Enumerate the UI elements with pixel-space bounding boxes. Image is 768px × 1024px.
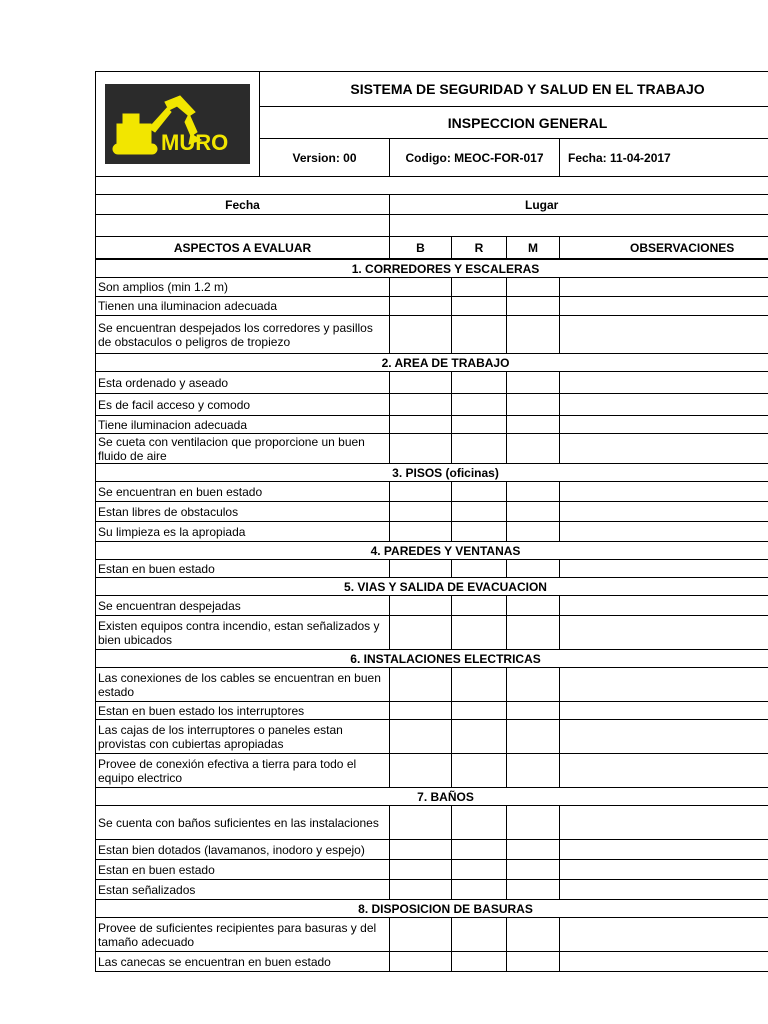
b-cell[interactable] [390,616,452,650]
observaciones-cell[interactable] [560,434,768,464]
section-row [96,464,768,482]
b-cell[interactable] [390,434,452,464]
b-cell[interactable] [390,806,452,840]
b-cell[interactable] [390,502,452,522]
lugar-label: Lugar [390,195,768,215]
checklist-item: Esta ordenado y aseado [96,372,390,394]
b-cell[interactable] [390,560,452,578]
m-cell[interactable] [507,880,560,900]
r-cell[interactable] [452,522,507,542]
checklist-item: Tienen una iluminacion adecuada [96,297,390,316]
checklist-row [96,616,768,650]
r-cell[interactable] [452,278,507,297]
m-cell[interactable] [507,860,560,880]
section-title: 1. CORREDORES Y ESCALERAS [96,260,768,278]
observaciones-cell[interactable] [560,860,768,880]
r-cell[interactable] [452,806,507,840]
m-cell[interactable] [507,482,560,502]
b-cell[interactable] [390,522,452,542]
m-cell[interactable] [507,806,560,840]
m-cell[interactable] [507,702,560,720]
logo-cell [96,72,260,177]
col-m: M [507,237,560,259]
observaciones-cell[interactable] [560,316,768,354]
excavator-icon [105,84,250,164]
checklist-row [96,918,768,952]
r-cell[interactable] [452,394,507,416]
r-cell[interactable] [452,297,507,316]
checklist-item: Estan señalizados [96,880,390,900]
section-title: 3. PISOS (oficinas) [96,464,768,482]
observaciones-cell[interactable] [560,806,768,840]
section-title: 5. VIAS Y SALIDA DE EVACUACION [96,578,768,596]
checklist-row [96,860,768,880]
observaciones-cell[interactable] [560,278,768,297]
checklist-item: Es de facil acceso y comodo [96,394,390,416]
b-cell[interactable] [390,668,452,702]
observaciones-cell[interactable] [560,754,768,788]
m-cell[interactable] [507,616,560,650]
observaciones-cell[interactable] [560,596,768,616]
checklist-row [96,668,768,702]
m-cell[interactable] [507,840,560,860]
date-label: Fecha: 11-04-2017 [560,139,768,177]
checklist-item: Se encuentran despejados los corredores y pasillos de obstaculos o peligros de tropiezo [96,316,390,354]
checklist-item: Las cajas de los interruptores o paneles estan provistas con cubiertas apropiadas [96,720,390,754]
checklist-row [96,522,768,542]
checklist-row [96,596,768,616]
m-cell[interactable] [507,560,560,578]
b-cell[interactable] [390,416,452,434]
observaciones-cell[interactable] [560,702,768,720]
r-cell[interactable] [452,840,507,860]
r-cell[interactable] [452,434,507,464]
checklist-row [96,434,768,464]
logo-text: MURO [161,130,229,155]
observaciones-cell[interactable] [560,502,768,522]
header-table [95,71,768,259]
r-cell[interactable] [452,918,507,952]
b-cell[interactable] [390,596,452,616]
b-cell[interactable] [390,278,452,297]
m-cell[interactable] [507,522,560,542]
code-label: Codigo: MEOC-FOR-017 [390,139,560,177]
observaciones-cell[interactable] [560,482,768,502]
section-title: 8. DISPOSICION DE BASURAS [96,900,768,918]
m-cell[interactable] [507,596,560,616]
checklist-item: Estan libres de obstaculos [96,502,390,522]
checklist-row [96,754,768,788]
section-row [96,650,768,668]
checklist-row [96,297,768,316]
observaciones-cell[interactable] [560,372,768,394]
section-title: 4. PAREDES Y VENTANAS [96,542,768,560]
checklist-item: Las conexiones de los cables se encuentran en buen estado [96,668,390,702]
checklist-item: Tiene iluminacion adecuada [96,416,390,434]
checklist-item: Provee de conexión efectiva a tierra para todo el equipo electrico [96,754,390,788]
r-cell[interactable] [452,560,507,578]
section-title: 7. BAÑOS [96,788,768,806]
section-row [96,788,768,806]
m-cell[interactable] [507,434,560,464]
col-aspectos: ASPECTOS A EVALUAR [96,237,390,259]
m-cell[interactable] [507,720,560,754]
inspection-sheet [95,71,768,974]
r-cell[interactable] [452,482,507,502]
checklist-item: Las canecas se encuentran en buen estado [96,952,390,972]
m-cell[interactable] [507,416,560,434]
m-cell[interactable] [507,668,560,702]
r-cell[interactable] [452,596,507,616]
checklist-item: Estan en buen estado [96,560,390,578]
checklist-row [96,560,768,578]
lugar-input[interactable] [390,215,768,237]
checklist-item: Provee de suficientes recipientes para basuras y del tamaño adecuado [96,918,390,952]
observaciones-cell[interactable] [560,297,768,316]
observaciones-cell[interactable] [560,952,768,972]
fecha-input[interactable] [96,215,390,237]
b-cell[interactable] [390,297,452,316]
r-cell[interactable] [452,502,507,522]
b-cell[interactable] [390,754,452,788]
observaciones-cell[interactable] [560,668,768,702]
r-cell[interactable] [452,316,507,354]
checklist-item: Son amplios (min 1.2 m) [96,278,390,297]
r-cell[interactable] [452,720,507,754]
checklist-item: Se encuentran en buen estado [96,482,390,502]
r-cell[interactable] [452,860,507,880]
checklist-row [96,840,768,860]
checklist-row [96,316,768,354]
m-cell[interactable] [507,316,560,354]
b-cell[interactable] [390,860,452,880]
checklist-row [96,720,768,754]
m-cell[interactable] [507,754,560,788]
spacer-row [96,177,768,195]
col-r: R [452,237,507,259]
b-cell[interactable] [390,702,452,720]
m-cell[interactable] [507,918,560,952]
observaciones-cell[interactable] [560,616,768,650]
checklist-row [96,880,768,900]
checklist-item: Se cuenta con baños suficientes en las instalaciones [96,806,390,840]
observaciones-cell[interactable] [560,880,768,900]
section-row [96,542,768,560]
observaciones-cell[interactable] [560,918,768,952]
observaciones-cell[interactable] [560,720,768,754]
checklist-item: Estan bien dotados (lavamanos, inodoro y espejo) [96,840,390,860]
col-b: B [390,237,452,259]
section-row [96,900,768,918]
b-cell[interactable] [390,482,452,502]
checklist-row [96,372,768,394]
b-cell[interactable] [390,394,452,416]
observaciones-cell[interactable] [560,416,768,434]
r-cell[interactable] [452,880,507,900]
checklist-item: Existen equipos contra incendio, estan señalizados y bien ubicados [96,616,390,650]
version-label: Version: 00 [260,139,390,177]
fecha-label: Fecha [96,195,390,215]
checklist-row [96,482,768,502]
r-cell[interactable] [452,616,507,650]
checklist-table [95,259,768,972]
r-cell[interactable] [452,668,507,702]
checklist-row [96,502,768,522]
checklist-item: Se cueta con ventilacion que proporcione un buen fluido de aire [96,434,390,464]
m-cell[interactable] [507,372,560,394]
m-cell[interactable] [507,297,560,316]
checklist-item: Estan en buen estado [96,860,390,880]
m-cell[interactable] [507,502,560,522]
section-row [96,260,768,278]
observaciones-cell[interactable] [560,560,768,578]
r-cell[interactable] [452,702,507,720]
section-title: 6. INSTALACIONES ELECTRICAS [96,650,768,668]
section-row [96,578,768,596]
m-cell[interactable] [507,394,560,416]
checklist-row [96,394,768,416]
section-title: 2. AREA DE TRABAJO [96,354,768,372]
b-cell[interactable] [390,316,452,354]
section-row [96,354,768,372]
b-cell[interactable] [390,720,452,754]
checklist-item: Se encuentran despejadas [96,596,390,616]
checklist-row [96,278,768,297]
observaciones-cell[interactable] [560,522,768,542]
col-observaciones: OBSERVACIONES [560,237,768,259]
document-subtitle: INSPECCION GENERAL [260,107,768,139]
checklist-item: Su limpieza es la apropiada [96,522,390,542]
b-cell[interactable] [390,372,452,394]
checklist-row [96,416,768,434]
b-cell[interactable] [390,880,452,900]
r-cell[interactable] [452,372,507,394]
b-cell[interactable] [390,952,452,972]
r-cell[interactable] [452,952,507,972]
m-cell[interactable] [507,952,560,972]
b-cell[interactable] [390,840,452,860]
checklist-row [96,952,768,972]
observaciones-cell[interactable] [560,840,768,860]
checklist-item: Estan en buen estado los interruptores [96,702,390,720]
checklist-row [96,702,768,720]
r-cell[interactable] [452,416,507,434]
muro-logo [105,84,250,164]
b-cell[interactable] [390,918,452,952]
m-cell[interactable] [507,278,560,297]
document-title: SISTEMA DE SEGURIDAD Y SALUD EN EL TRABAJO [260,72,768,107]
observaciones-cell[interactable] [560,394,768,416]
checklist-row [96,806,768,840]
r-cell[interactable] [452,754,507,788]
